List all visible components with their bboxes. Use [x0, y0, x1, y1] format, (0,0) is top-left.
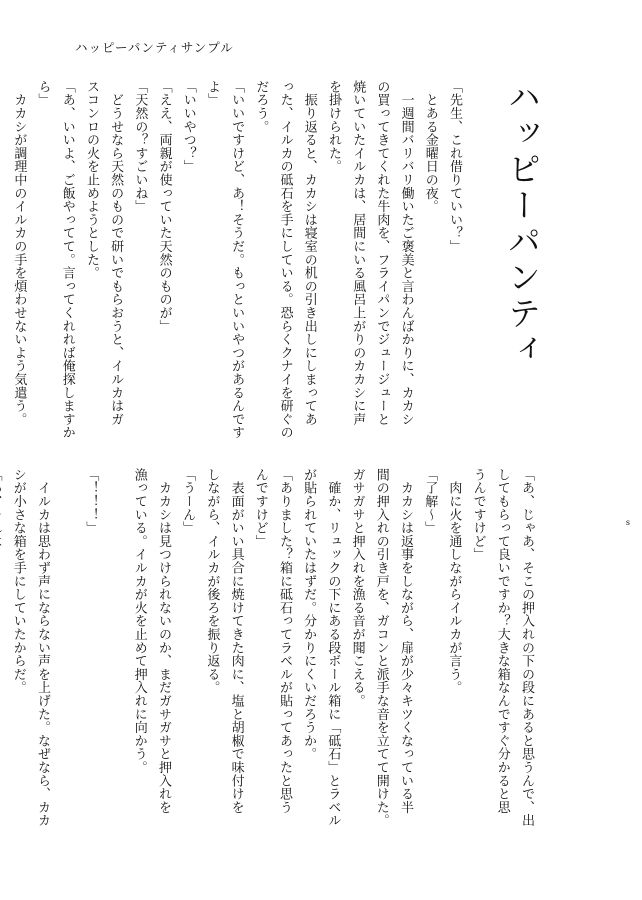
story-title: ハッピーパンティ — [503, 80, 542, 368]
text-line: を掛けられた。 — [325, 80, 341, 174]
text-block-lower — [0, 468, 538, 828]
edge-mark: s — [625, 518, 630, 527]
text-line: カカシが調理中のイルカの手を煩わせないよう気遣う。 — [11, 80, 27, 426]
text-line: 「！！！」 — [83, 468, 99, 535]
text-line: カカシは返事をしながら、扉が少々キツくなっている半 — [397, 468, 413, 814]
text-line: 「うーん」 — [180, 468, 196, 535]
text-line: ガサガサと押入れを漁る音が聞こえる。 — [349, 468, 365, 708]
text-line: 確か、リュックの下にある段ボール箱に「砥石」とラベル — [325, 468, 341, 828]
text-line: 「あ、じゃあ、そこの押入れの下の段にあると思うんで、出 — [519, 468, 534, 828]
text-line: んですけど」 — [252, 468, 268, 548]
text-line: とある金曜日の夜。 — [422, 80, 438, 213]
text-line: 漁っている。イルカが火を止めて押入れに向かう。 — [131, 468, 147, 774]
text-line: った、イルカの砥石を手にしている。恐らくクナイを研ぐの — [277, 80, 293, 440]
text-line: うんですけど」 — [470, 468, 486, 562]
text-line: イルカは思わず声にならない声を上げた。なぜなら、カカ — [34, 468, 50, 828]
text-line — [0, 468, 6, 798]
text-line: 間の押入れの引き戸を、ガコンと派手な音を立てて開けた。 — [373, 468, 389, 828]
text-line — [102, 468, 126, 798]
text-line: 「了解～」 — [422, 468, 438, 535]
text-line: 「いいやつ？」 — [180, 80, 196, 174]
text-line: 「ありました？箱に砥石ってラベルが貼ってあったと思う — [276, 468, 292, 814]
text-line: どうせなら天然のもので研いでもらおうと、イルカはガ — [108, 80, 124, 426]
text-line — [54, 468, 78, 798]
running-header: ハッピーパンティサンプル — [75, 40, 234, 55]
text-line: が貼られていたはずだ。分かりにくいだろうか。 — [301, 468, 317, 761]
text-line: 肉に火を通しながらイルカが言う。 — [446, 468, 462, 695]
text-line: 「いいですけど、あ！そうだ。もっといいやつがあるんです — [229, 80, 245, 440]
text-line: ら」 — [35, 80, 51, 107]
text-line: 一週間バリバリ働いたご褒美と言わんばかりに、カカシ — [398, 80, 414, 426]
text-line: 振り返ると、カカシは寝室の机の引き出しにしまってあ — [301, 80, 317, 426]
text-line: 「ええ、両親が使っていた天然のものが」 — [156, 80, 172, 333]
text-line: よ」 — [204, 80, 220, 107]
text-block-upper — [6, 80, 466, 440]
text-line: カカシは見つけられないのか、まだガサガサと押入れを — [155, 468, 171, 814]
text-line: 焼いていたイルカは、居間にいる風呂上がりのカカシに声 — [350, 80, 366, 426]
text-line: スコンロの火を止めようとした。 — [83, 80, 99, 280]
text-line: シが小さな箱を手にしていたからだ。 — [10, 468, 26, 695]
text-line: 「天然の？すごいね」 — [132, 80, 148, 213]
text-line: の買ってきてくれた牛肉を、フライパンでジュージューと — [374, 80, 390, 426]
text-line: してもらって良いですか？大きな箱なんですぐ分かると思 — [494, 468, 510, 814]
text-line: 「あ、いいよ、ご飯やってて。言ってくれれば俺探しますか — [59, 80, 75, 440]
text-line: 表面がいい具合に焼けてきた肉に、塩と胡椒で味付けを — [228, 468, 244, 814]
text-line: だろう。 — [253, 80, 269, 134]
text-line: しながら、イルカが後ろを振り返る。 — [204, 468, 220, 695]
text-line: 「先生、これ借りていい？」 — [447, 80, 462, 253]
